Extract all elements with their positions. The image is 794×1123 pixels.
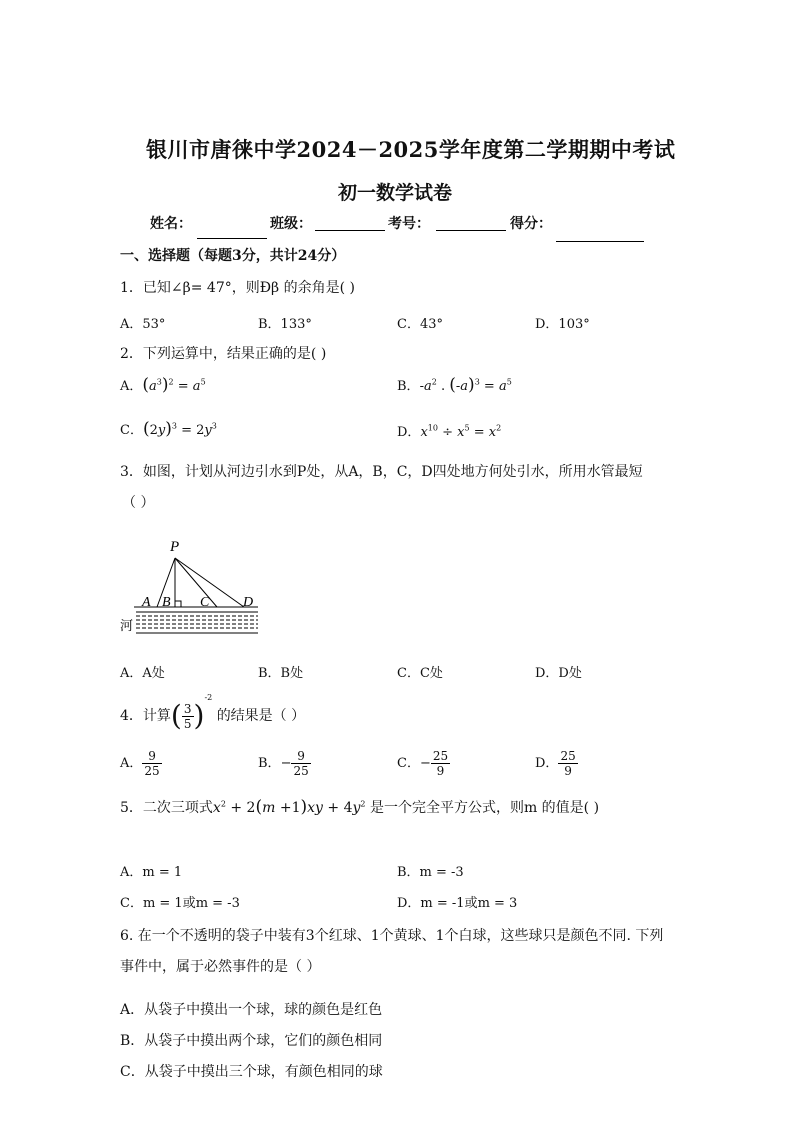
q3-figure xyxy=(120,536,270,646)
q4-base-fraction: $\frac{3}{5}$ xyxy=(183,701,192,731)
q5-option-c[interactable]: C．m = 1或m = -3 xyxy=(120,896,240,911)
score-field[interactable] xyxy=(556,241,644,242)
q5-stem-suffix: 是一个完全平方公式，则m 的值是( ) xyxy=(369,800,600,816)
q5-stem-prefix: 5．二次三项式 xyxy=(120,800,213,816)
q6-stem-line2: 事件中，属于必然事件的是（ ） xyxy=(120,959,321,975)
q4-option-a[interactable]: A． $\frac{9}{25}$ xyxy=(120,749,160,778)
q2-option-c[interactable]: C．$(2y)^3 = 2y^3$ xyxy=(120,419,217,439)
class-label: 班级： xyxy=(270,216,312,232)
q2-option-a[interactable]: A．$(a^3)^2 = a^5$ xyxy=(120,375,206,395)
q3-option-a[interactable]: A．A处 xyxy=(120,666,165,681)
q3-option-d[interactable]: D．D处 xyxy=(535,666,582,681)
fig-label-c: C xyxy=(200,595,210,610)
q3-option-c[interactable]: C．C处 xyxy=(397,666,443,681)
q1-stem: 1．已知∠β= 47°，则Ðβ 的余角是( ) xyxy=(120,280,355,296)
q6-option-c[interactable]: C．从袋子中摸出三个球，有颜色相同的球 xyxy=(120,1064,383,1080)
q3-stem: 3．如图，计划从河边引水到P处，从A，B，C，D四处地方何处引水，所用水管最短 xyxy=(120,464,643,480)
q2-c-label: C． xyxy=(120,423,143,438)
q4-c-label: C． xyxy=(397,756,420,771)
q3-stem-line2: （ ） xyxy=(122,495,155,511)
q4-exponent: -2 xyxy=(204,693,213,702)
q5-option-b[interactable]: B．m = -3 xyxy=(397,865,464,880)
q4-stem: 4．计算( $\frac{3}{5}$ )$^{-2}$ 的结果是（ ） xyxy=(120,693,306,732)
section-heading: 一、选择题（每题3分，共计24分） xyxy=(120,248,346,264)
fig-label-river: 河 xyxy=(120,619,134,634)
q5-option-a[interactable]: A．m = 1 xyxy=(120,865,183,880)
q1-option-a[interactable]: A．53° xyxy=(120,317,166,332)
exam-no-label: 考号： xyxy=(388,216,430,232)
q1-option-d[interactable]: D．103° xyxy=(535,317,590,332)
q6-option-b[interactable]: B．从袋子中摸出两个球，它们的颜色相同 xyxy=(120,1033,383,1049)
name-label: 姓名： xyxy=(150,216,192,232)
q5-option-d[interactable]: D．m = -1或m = 3 xyxy=(397,896,518,911)
q5-stem: 5．二次三项式$x^2 + 2(m +1)xy + 4y^2$ 是一个完全平方公式，则m 的值是( ) xyxy=(120,797,600,817)
q4-d-label: D． xyxy=(535,756,559,771)
exam-no-field[interactable] xyxy=(436,230,506,231)
q2-stem: 2．下列运算中，结果正确的是( ) xyxy=(120,346,327,362)
fig-label-b: B xyxy=(162,595,171,610)
score-label: 得分： xyxy=(510,216,552,232)
q3-option-b[interactable]: B．B处 xyxy=(258,666,304,681)
q4-option-b[interactable]: B．− $\frac{9}{25}$ xyxy=(258,749,309,778)
fig-label-d: D xyxy=(243,595,254,610)
exam-subtitle: 初一数学试卷 xyxy=(338,182,453,204)
exam-title: 银川市唐徕中学2024－2025学年度第二学期期中考试 xyxy=(146,137,676,162)
q6-stem: 6. 在一个不透明的袋子中装有3个红球、1个黄球、1个白球，这些球只是颜色不同. 下列 xyxy=(120,928,664,944)
q1-option-c[interactable]: C．43° xyxy=(397,317,443,332)
q2-option-b[interactable]: B．$-a^2$ . $(-a)^3 = a^5$ xyxy=(397,375,512,395)
q6-option-a[interactable]: A．从袋子中摸出一个球，球的颜色是红色 xyxy=(120,1002,383,1018)
q4-stem-prefix: 4．计算 xyxy=(120,708,171,724)
q2-d-label: D． xyxy=(397,425,421,440)
q4-b-label: B． xyxy=(258,756,281,771)
q4-stem-suffix: 的结果是（ ） xyxy=(216,708,306,724)
q1-option-b[interactable]: B．133° xyxy=(258,317,312,332)
q4-option-c[interactable]: C．− $\frac{25}{9}$ xyxy=(397,749,449,778)
name-field[interactable] xyxy=(197,238,267,239)
q2-a-label: A． xyxy=(120,379,143,394)
q2-b-label: B． xyxy=(397,379,420,394)
fig-label-a: A xyxy=(142,595,151,610)
q4-a-label: A． xyxy=(120,756,143,771)
q4-option-d[interactable]: D． $\frac{25}{9}$ xyxy=(535,749,576,778)
q2-option-d[interactable]: D．$x^{10} \div x^5 = x^2$ xyxy=(397,423,502,440)
fig-label-p: P xyxy=(170,539,180,555)
class-field[interactable] xyxy=(315,230,385,231)
